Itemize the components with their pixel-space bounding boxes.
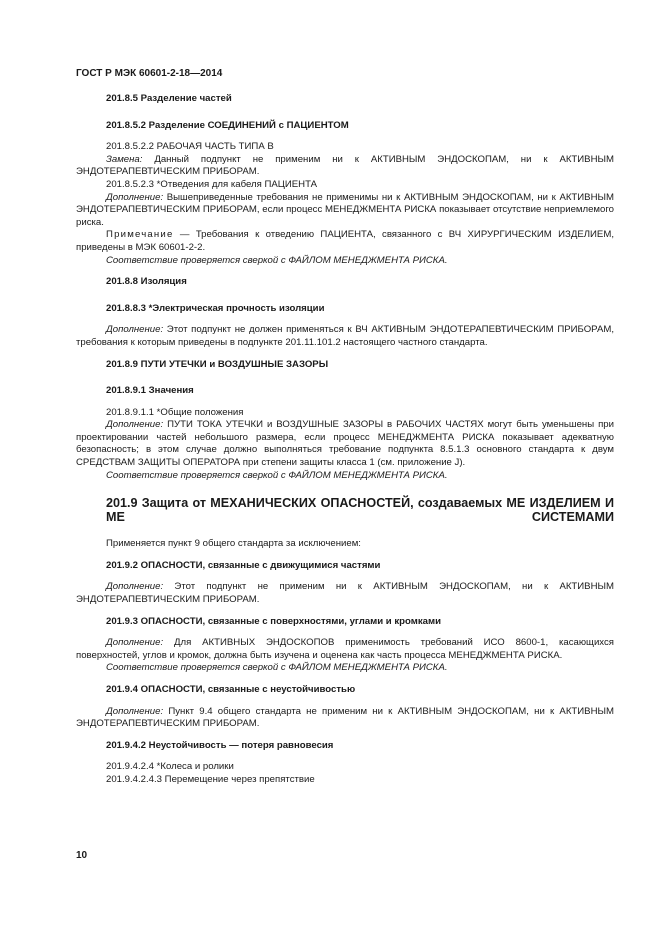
addition-label: Дополнение: xyxy=(106,581,164,593)
addition-text: Для АКТИВНЫХ ЭНДОСКОПОВ применимость требований ИСО 8600-1, касающихся поверхностей, углов и кромок, должна быть изучена и оценена как часть процесса МЕНЕДЖМЕНТА РИСКА. xyxy=(76,637,614,661)
addition-text: Этот подпункт не должен применяться к ВЧ АКТИВНЫМ ЭНДОТЕРАПЕВТИЧЕСКИМ ПРИБОРАМ, требования к которым приведены в подпункте 201.11.101.2 настоящего частного стандарта. xyxy=(76,324,614,348)
heading-201-8-8: 201.8.8 Изоляция xyxy=(106,276,187,288)
replacement-label: Замена: xyxy=(106,153,143,165)
page-content xyxy=(76,93,614,787)
heading-201-9-3: 201.9.3 ОПАСНОСТИ, связанные с поверхностями, углами и кромками xyxy=(106,615,441,627)
subheading-201-8-5-2-3: 201.8.5.2.3 *Отведения для кабеля ПАЦИЕНТА xyxy=(106,178,318,190)
addition-text: Вышеприведенные требования не применимы ни к АКТИВНЫМ ЭНДОСКОПАМ, ни к АКТИВНЫМ ЭНДОТЕРАПЕВТИЧЕСКИМ ПРИБОРАМ, если процесс МЕНЕДЖМЕНТА РИСКА показывает отсутствие неприемлемого риска. xyxy=(76,191,614,228)
replacement-text: Данный подпункт не применим ни к АКТИВНЫМ ЭНДОСКОПАМ, ни к АКТИВНЫМ ЭНДОТЕРАПЕВТИЧЕСКИМ ПРИБОРАМ. xyxy=(76,153,614,178)
compliance-text: Соответствие проверяется сверкой с ФАЙЛОМ МЕНЕДЖМЕНТА РИСКА. xyxy=(106,662,448,674)
compliance-text: Соответствие проверяется сверкой с ФАЙЛОМ МЕНЕДЖМЕНТА РИСКА. xyxy=(106,469,448,481)
page-number: 10 xyxy=(76,850,88,861)
addition-text: ПУТИ ТОКА УТЕЧКИ и ВОЗДУШНЫЕ ЗАЗОРЫ в РАБОЧИХ ЧАСТЯХ могут быть уменьшены при проектировании частей небольшого размера, если процесс МЕНЕДЖМЕНТА РИСКА показывает адекватную безопасность; в этом случае должно выполняться требование подпункта 8.5.1.3 основного стандарта к двум СРЕДСТВАМ ЗАЩИТЫ ОПЕРАТОРА при степени защиты класса 1 (см. приложение J). xyxy=(76,419,614,469)
note-label: Примечание xyxy=(106,229,174,241)
subheading-201-9-4-2-4: 201.9.4.2.4 *Колеса и ролики xyxy=(106,761,234,773)
paragraph-addition-4 xyxy=(76,581,614,606)
paragraph-note xyxy=(76,229,614,254)
addition-label: Дополнение: xyxy=(106,191,164,203)
addition-label: Дополнение: xyxy=(106,705,164,717)
paragraph-replacement xyxy=(76,154,614,179)
compliance-text: Соответствие проверяется сверкой с ФАЙЛОМ МЕНЕДЖМЕНТА РИСКА. xyxy=(106,254,448,266)
subheading-201-8-9-1-1: 201.8.9.1.1 *Общие положения xyxy=(106,406,244,418)
addition-label: Дополнение: xyxy=(106,419,164,431)
heading-201-8-5-2: 201.8.5.2 Разделение СОЕДИНЕНИЙ с ПАЦИЕНТОМ xyxy=(106,119,349,131)
heading-201-8-9: 201.8.9 ПУТИ УТЕЧКИ и ВОЗДУШНЫЕ ЗАЗОРЫ xyxy=(106,358,329,370)
paragraph-addition-6 xyxy=(76,706,614,731)
addition-label: Дополнение: xyxy=(106,637,164,649)
heading-201-8-9-1: 201.8.9.1 Значения xyxy=(106,385,194,397)
paragraph-addition-3 xyxy=(76,419,614,469)
addition-text: Пункт 9.4 общего стандарта не применим ни к АКТИВНЫМ ЭНДОСКОПАМ, ни к АКТИВНЫМ ЭНДОТЕРАПЕВТИЧЕСКИМ ПРИБОРАМ. xyxy=(76,705,614,730)
compliance-statement-2 xyxy=(106,470,614,483)
paragraph-applies: Применяется пункт 9 общего стандарта за исключением: xyxy=(106,538,361,550)
paragraph-addition-1 xyxy=(76,192,614,230)
addition-text: Этот подпункт не применим ни к АКТИВНЫМ ЭНДОСКОПАМ, ни к АКТИВНЫМ ЭНДОТЕРАПЕВТИЧЕСКИМ ПРИБОРАМ. xyxy=(76,581,614,606)
subheading-201-8-5-2-2: 201.8.5.2.2 РАБОЧАЯ ЧАСТЬ ТИПА В xyxy=(106,141,274,153)
document-header: ГОСТ Р МЭК 60601-2-18—2014 xyxy=(76,68,223,79)
heading-201-9-4: 201.9.4 ОПАСНОСТИ, связанные с неустойчивостью xyxy=(106,684,356,695)
compliance-statement-1 xyxy=(106,255,614,268)
heading-201-9-2: 201.9.2 ОПАСНОСТИ, связанные с движущимися частями xyxy=(106,559,381,571)
heading-201-8-5: 201.8.5 Разделение частей xyxy=(106,93,232,104)
subheading-201-9-4-2-4-3: 201.9.4.2.4.3 Перемещение через препятствие xyxy=(106,773,315,785)
heading-201-8-8-3: 201.8.8.3 *Электрическая прочность изоляции xyxy=(106,302,325,314)
heading-201-9: 201.9 Защита от МЕХАНИЧЕСКИХ ОПАСНОСТЕЙ, создаваемых МЕ ИЗДЕЛИЕМ И МЕ СИСТЕМАМИ xyxy=(106,496,614,525)
paragraph-addition-2 xyxy=(76,324,614,349)
heading-201-9-4-2: 201.9.4.2 Неустойчивость — потеря равновесия xyxy=(106,739,334,751)
compliance-statement-3 xyxy=(106,662,614,675)
paragraph-addition-5 xyxy=(76,637,614,662)
note-text: — Требования к отведению ПАЦИЕНТА, связанного с ВЧ ХИРУРГИЧЕСКИМ ИЗДЕЛИЕМ, приведены в МЭК 60601-2-2. xyxy=(76,229,614,253)
addition-label: Дополнение: xyxy=(106,324,164,336)
